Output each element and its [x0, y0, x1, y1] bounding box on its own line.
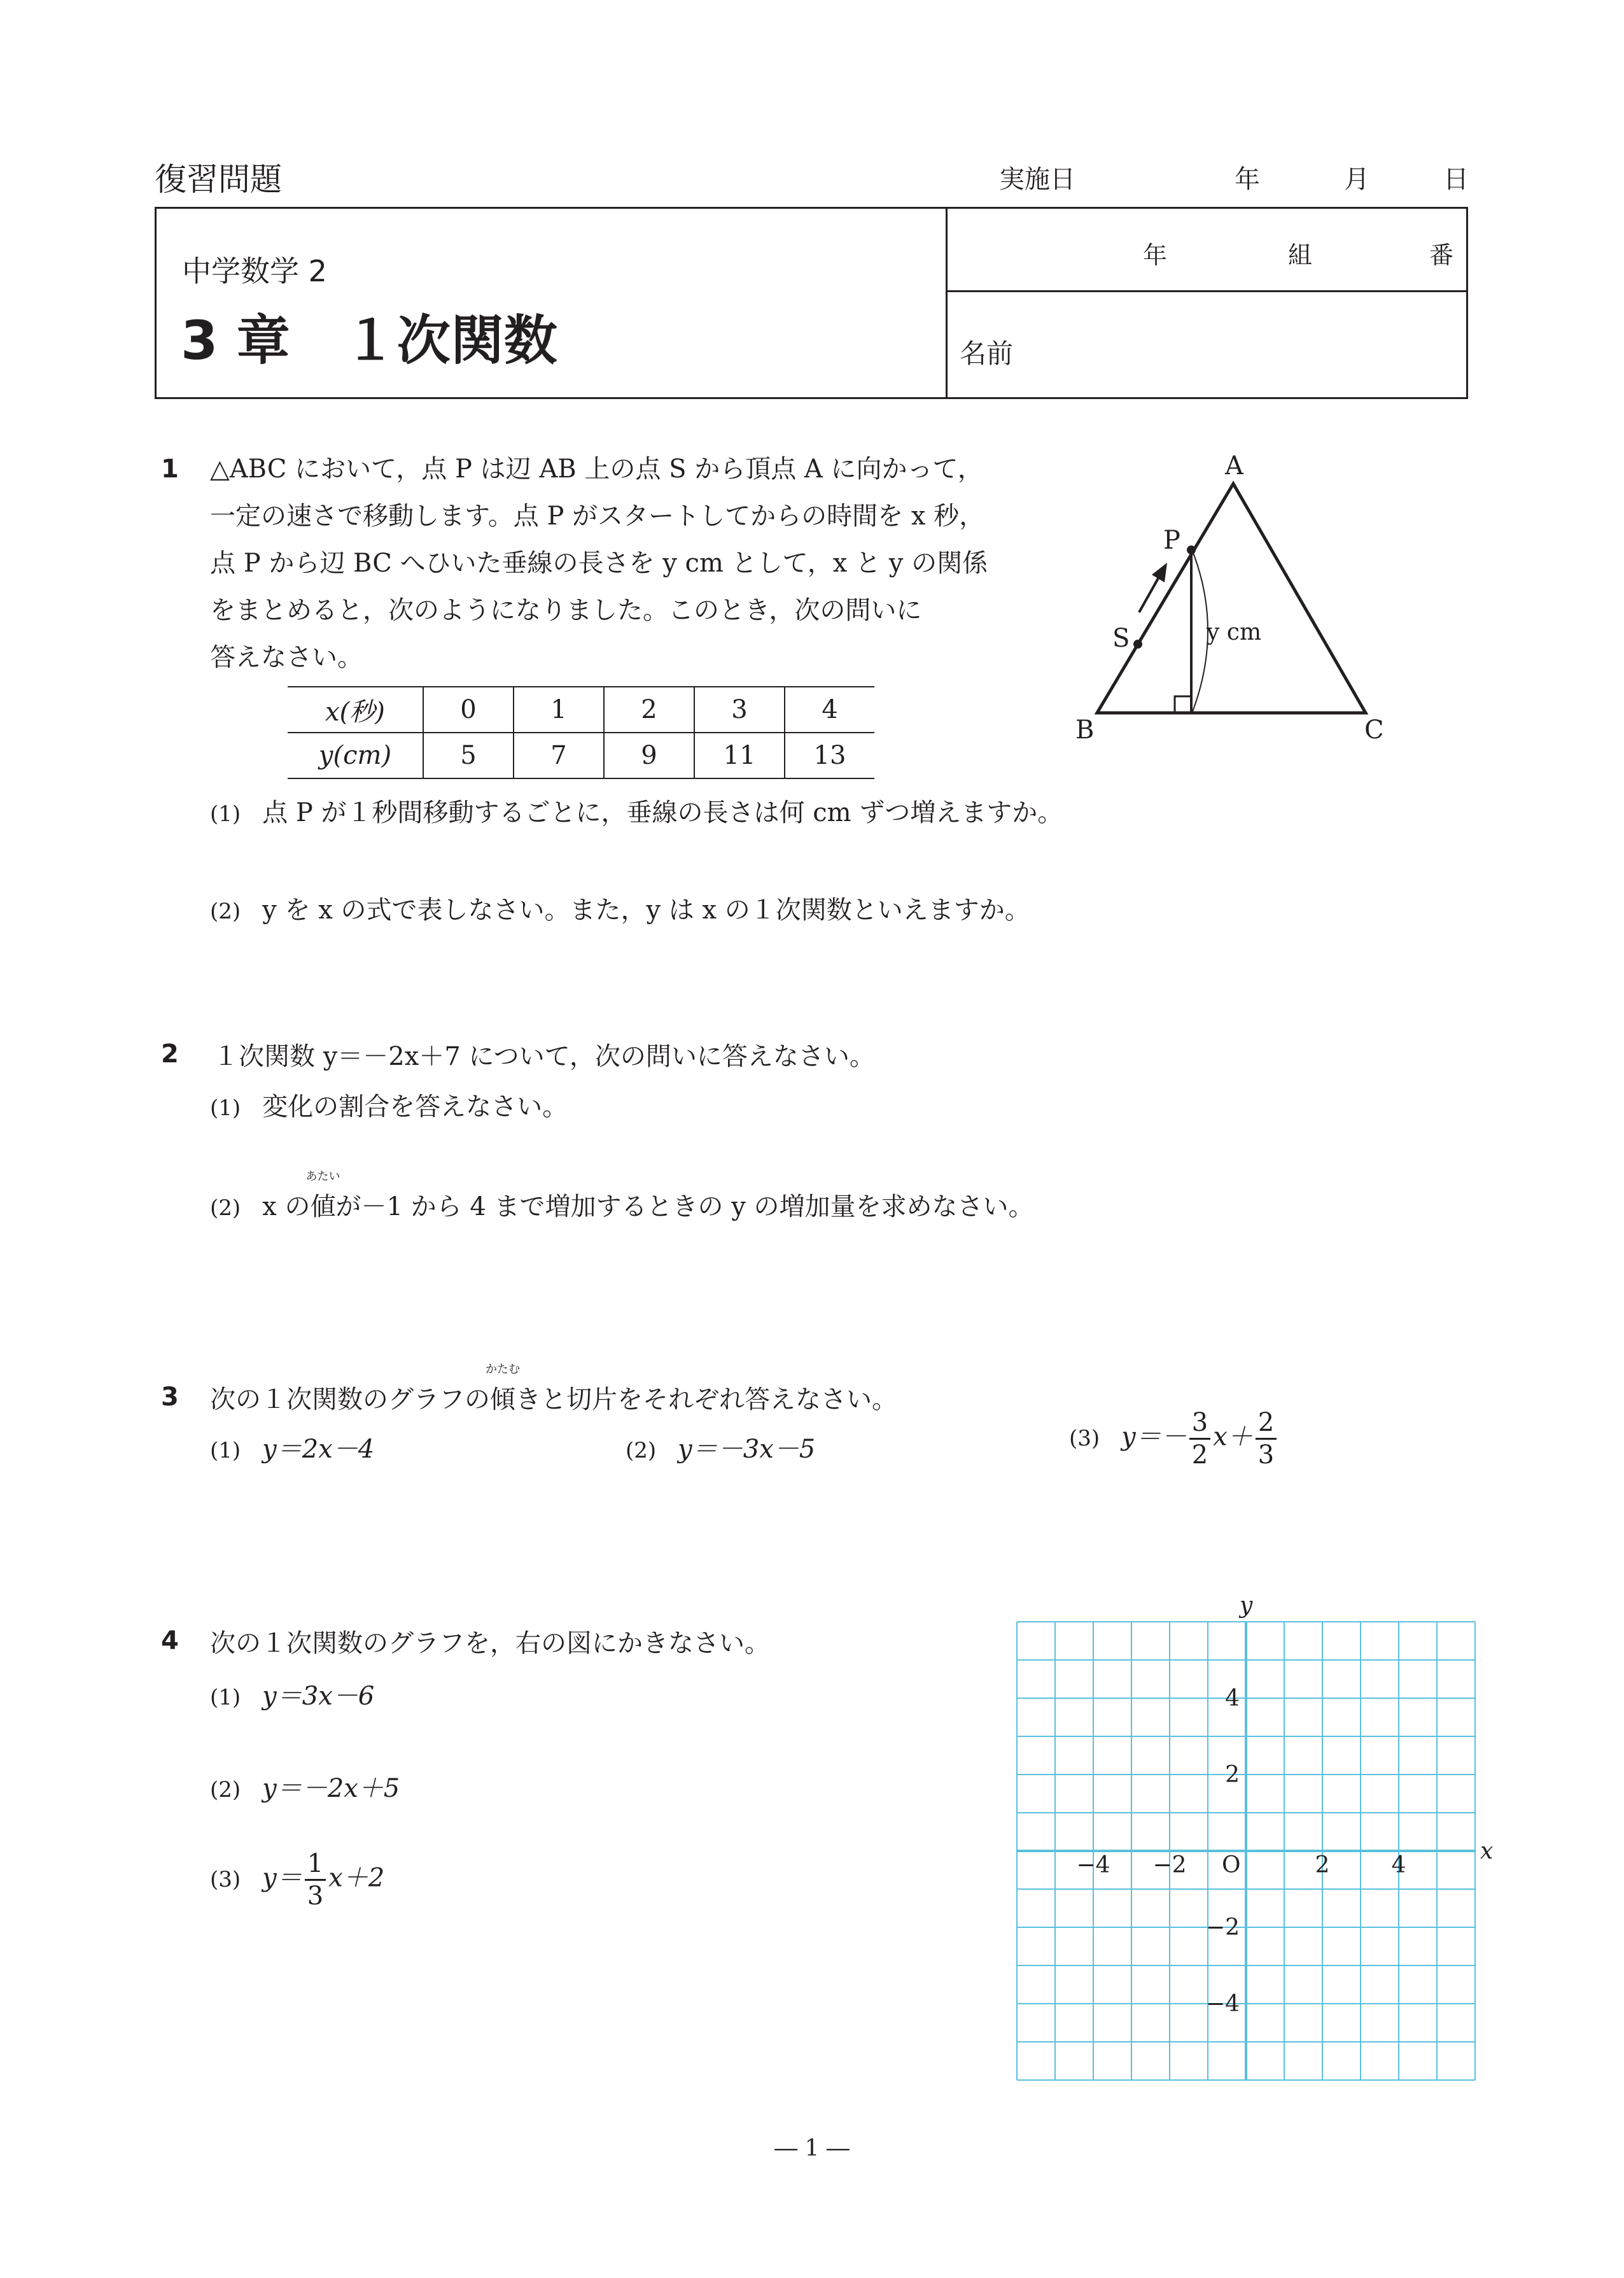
subject-label: 中学数学 2	[182, 254, 327, 288]
q2-sub1	[210, 1086, 568, 1123]
q3-sub3-mid: x＋	[1213, 1422, 1253, 1452]
ruby-atai-kanji: 値	[310, 1192, 336, 1221]
q4-sub2-equation: y＝－2x＋5	[262, 1774, 400, 1803]
q4-number: 4	[161, 1626, 179, 1656]
y-tick-label: 2	[1225, 1762, 1240, 1788]
q2-sub1-text: 変化の割合を答えなさい。	[262, 1092, 568, 1121]
q1-text	[210, 446, 1031, 681]
q4-sub1-equation: y＝3x－6	[262, 1682, 375, 1711]
q4-sub3-number: (3)	[210, 1866, 241, 1892]
q3-text-pre: 次の１次関数のグラフの	[210, 1385, 490, 1414]
triangle-figure	[1056, 446, 1413, 751]
day-label: 日	[1443, 165, 1469, 194]
q4-text: 次の１次関数のグラフを，右の図にかきなさい。	[210, 1629, 770, 1658]
table-row-label	[288, 733, 423, 778]
q2-sub2-post: が－1 から 4 まで増加するときの y の増加量を求めなさい。	[335, 1192, 1034, 1221]
q3-sub2-number: (2)	[626, 1438, 657, 1463]
point-p-dot	[1187, 545, 1196, 554]
ruby-atai	[305, 1170, 340, 1223]
fraction-denominator: 3	[1257, 1440, 1275, 1470]
x-tick-label: 4	[1391, 1852, 1406, 1878]
x-tick-label: 2	[1315, 1852, 1330, 1878]
fraction-numerator: 1	[305, 1851, 326, 1881]
q2-sub2-pre: x の	[262, 1192, 311, 1221]
table-cell: 2	[604, 687, 694, 733]
q3-sub2-equation: y＝－3x－5	[678, 1435, 816, 1464]
q3-sub1	[210, 1429, 374, 1465]
name-field[interactable]	[1047, 304, 1455, 381]
point-s-dot	[1133, 640, 1142, 649]
q3-sub1-number: (1)	[210, 1438, 241, 1463]
info-box	[155, 207, 1468, 399]
coordinate-grid[interactable]	[993, 1578, 1502, 2100]
fraction-numerator: 2	[1256, 1410, 1277, 1440]
q3-number: 3	[161, 1382, 179, 1412]
q3-sub2	[626, 1429, 815, 1465]
x-axis-label: x	[1480, 1838, 1494, 1864]
fraction-denominator: 2	[1191, 1440, 1208, 1470]
chapter-title: 3 章 １次関数	[181, 309, 557, 372]
q3-sub1-equation: y＝2x－4	[262, 1435, 375, 1464]
fraction	[305, 1851, 326, 1909]
right-angle-mark	[1175, 696, 1191, 713]
date-label: 実施日	[999, 165, 1075, 194]
q4-sub2	[210, 1768, 400, 1804]
q1-text-line: 一定の速さで移動します。点 P がスタートしてからの時間を x 秒，	[210, 502, 985, 531]
label-p: P	[1163, 526, 1180, 555]
page-title: 復習問題	[155, 161, 282, 198]
q2-sub2-number: (2)	[210, 1195, 241, 1221]
table-cell: 3	[694, 687, 785, 733]
table-cell: 4	[785, 687, 874, 733]
table-cell: 0	[423, 687, 514, 733]
q4-sub2-number: (2)	[210, 1777, 241, 1803]
q1-sub1-number: (1)	[210, 801, 241, 827]
ruby-katamu-kanji: 傾	[490, 1385, 515, 1414]
table-cell: 1	[514, 687, 604, 733]
q4-sub1-number: (1)	[210, 1685, 241, 1710]
label-a: A	[1225, 451, 1243, 481]
xy-table	[288, 686, 874, 779]
table-row-label-text: y(cm)	[318, 741, 392, 770]
q1-text-line: 点 P から辺 BC へひいた垂線の長さを y cm として，x と y の関係	[210, 549, 988, 578]
origin-label: O	[1222, 1852, 1241, 1878]
q3-text	[210, 1363, 897, 1416]
ruby-katamu-reading: かたむ	[486, 1363, 520, 1376]
q2-sub2	[210, 1170, 1034, 1223]
q3-sub3	[1069, 1410, 1279, 1468]
arrow-head-icon	[1152, 563, 1167, 582]
y-tick-label: −2	[1205, 1915, 1240, 1941]
q1-sub1	[210, 792, 1063, 829]
label-b: B	[1075, 715, 1095, 745]
class-label: 組	[1288, 241, 1313, 269]
fraction-numerator: 3	[1189, 1410, 1210, 1440]
table-cell: 11	[694, 733, 785, 778]
q3-sub3-number: (3)	[1069, 1425, 1100, 1451]
q3-sub3-lhs: y＝－	[1121, 1422, 1187, 1452]
q1-number: 1	[161, 454, 179, 484]
x-tick-label: −4	[1076, 1852, 1110, 1878]
q1-text-line: △ABC において，点 P は辺 AB 上の点 S から頂点 A に向かって，	[210, 454, 983, 484]
page-number: ― 1 ―	[774, 2135, 850, 2162]
fraction	[1189, 1410, 1210, 1468]
name-label: 名前	[960, 338, 1014, 369]
label-height: y cm	[1207, 619, 1262, 645]
height-brace	[1193, 551, 1208, 712]
q1-text-line: をまとめると，次のようになりました。このとき，次の問いに	[210, 596, 922, 625]
y-axis-label: y	[1240, 1592, 1253, 1619]
table-row-label	[288, 687, 423, 733]
table-row-x	[288, 687, 874, 733]
info-box-divider	[946, 209, 948, 397]
q3-text-post: きと切片をそれぞれ答えなさい。	[515, 1385, 897, 1414]
q1-sub2-text: y を x の式で表しなさい。また，y は x の１次関数といえますか。	[262, 896, 1030, 925]
fraction	[1256, 1410, 1277, 1468]
table-cell: 13	[785, 733, 874, 778]
q4-sub1	[210, 1676, 374, 1712]
q4-sub3-lhs: y＝	[262, 1863, 302, 1893]
number-label: 番	[1429, 241, 1454, 269]
year-label: 年	[1235, 165, 1260, 194]
fraction-denominator: 3	[307, 1881, 324, 1911]
table-cell: 5	[423, 733, 514, 778]
table-cell: 7	[514, 733, 604, 778]
q1-text-line: 答えなさい。	[210, 643, 363, 672]
table-row-y	[288, 733, 874, 778]
ruby-atai-reading: あたい	[305, 1170, 340, 1183]
q2-text: １次関数 y＝－2x＋7 について，次の問いに答えなさい。	[213, 1042, 875, 1071]
q1-sub2-number: (2)	[210, 899, 241, 924]
grade-label: 年	[1143, 241, 1168, 269]
label-s: S	[1112, 624, 1130, 653]
q1-sub1-text: 点 P が１秒間移動するごとに，垂線の長さは何 cm ずつ増えますか。	[262, 798, 1063, 827]
label-c: C	[1364, 715, 1384, 745]
q1-sub2	[210, 890, 1030, 926]
x-tick-label: −2	[1152, 1852, 1187, 1878]
y-tick-label: 4	[1225, 1685, 1240, 1712]
info-box-row-divider	[948, 290, 1468, 292]
x-tick-labels	[1076, 1852, 1406, 1878]
q2-number: 2	[161, 1039, 179, 1069]
y-tick-label: −4	[1205, 1991, 1240, 2017]
triangle-abc	[1097, 484, 1366, 713]
table-cell: 9	[604, 733, 694, 778]
ruby-katamu	[486, 1363, 520, 1416]
q4-sub3	[210, 1851, 384, 1909]
table-row-label-text: x(秒)	[325, 697, 385, 727]
month-label: 月	[1344, 165, 1369, 194]
q2-sub1-number: (1)	[210, 1095, 241, 1121]
q4-sub3-rhs: x＋2	[328, 1863, 385, 1893]
